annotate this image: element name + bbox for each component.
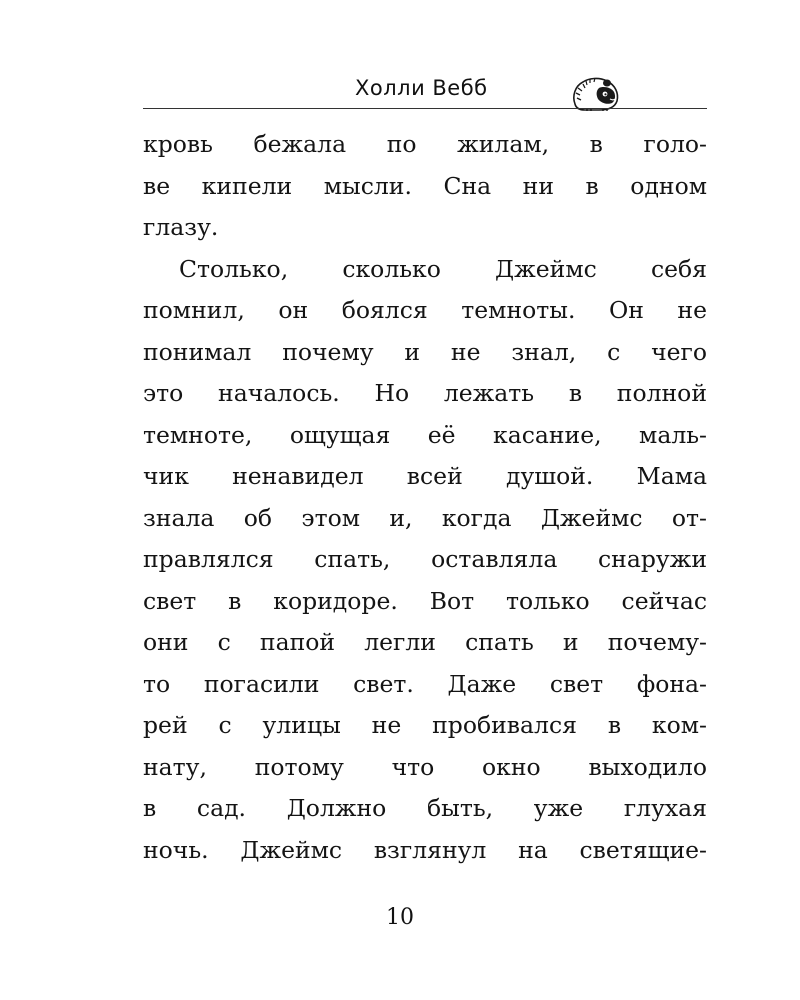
text-line: чик ненавидел всей душой. Мама	[143, 462, 707, 490]
hamster-logo-icon	[569, 74, 621, 112]
text-line: кровь бежала по жилам, в голо-	[143, 130, 707, 158]
text-line: помнил, он боялся темноты. Он не	[143, 296, 707, 324]
text-line: понимал почему и не знал, с чего	[143, 337, 707, 366]
text-line: правлялся спать, оставляла снаружи	[143, 545, 707, 573]
text-line: глазу.	[143, 213, 219, 241]
text-line: в сад. Должно быть, уже глухая	[143, 794, 707, 822]
paragraph-first-line: Столько, сколько Джеймс себя	[179, 254, 707, 283]
text-line: ве кипели мысли. Сна ни в одном	[143, 171, 707, 200]
text-line: они с папой легли спать и почему-	[143, 628, 707, 656]
text-line: это началось. Но лежать в полной	[143, 379, 707, 407]
running-header	[143, 70, 707, 110]
text-line: нату, потому что окно выходило	[143, 752, 707, 781]
text-line: знала об этом и, когда Джеймс от-	[143, 503, 707, 532]
header-author: Холли Вебб	[355, 76, 488, 100]
page-number: 10	[386, 905, 414, 930]
text-line: темноте, ощущая её касание, маль-	[143, 420, 707, 449]
header-divider	[143, 108, 707, 109]
text-line: ночь. Джеймс взглянул на светящие-	[143, 835, 707, 864]
text-line: то погасили свет. Даже свет фона-	[143, 669, 707, 698]
text-line: рей с улицы не пробивался в ком-	[143, 711, 707, 739]
page-body-text	[143, 124, 707, 871]
text-line: свет в коридоре. Вот только сейчас	[143, 586, 707, 615]
